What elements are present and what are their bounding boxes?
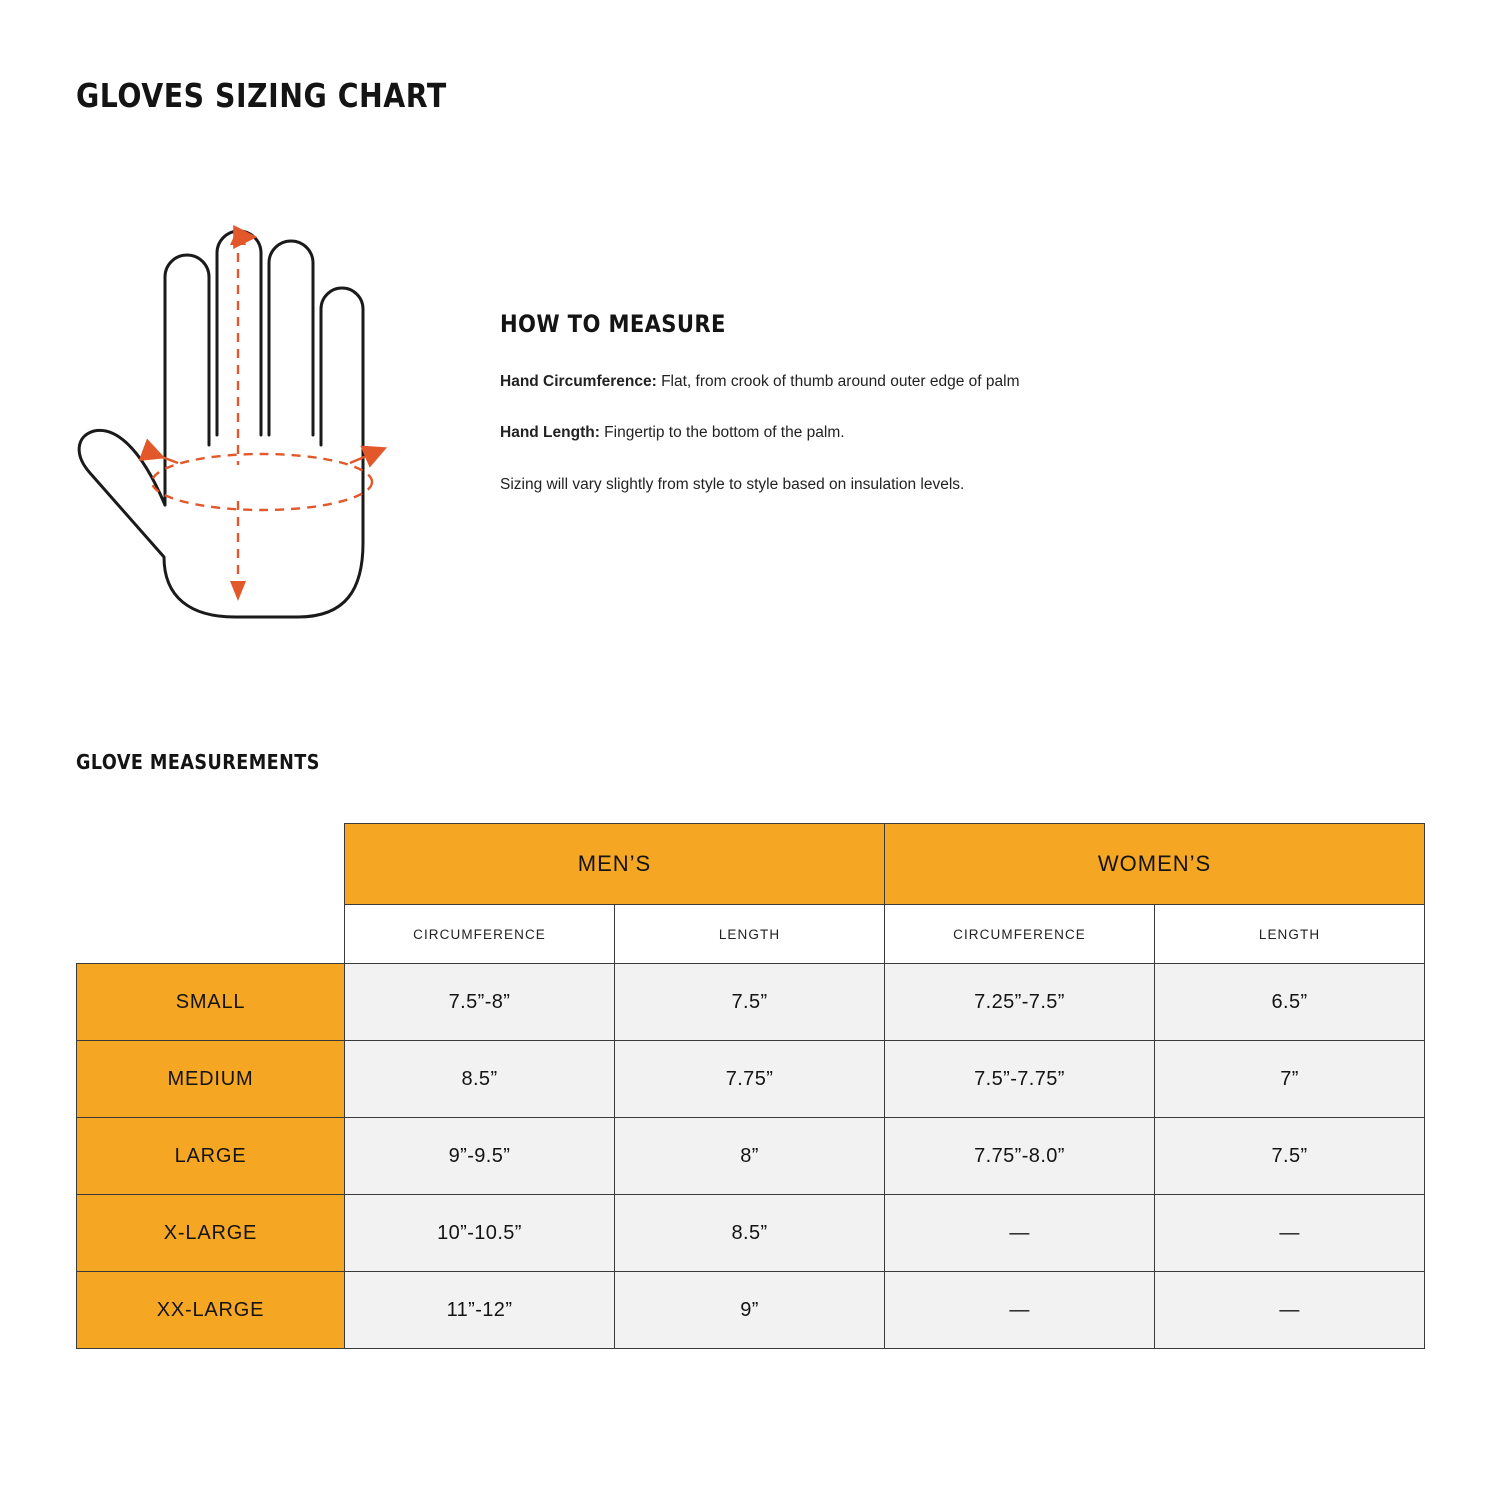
cell-large-womens-circumference: 7.75”-8.0”	[885, 1118, 1155, 1195]
row-label-xx-large: XX-LARGE	[77, 1272, 345, 1349]
table-row	[77, 1041, 1425, 1118]
cell-small-mens-length: 7.5”	[615, 964, 885, 1041]
subheader-womens-circumference: CIRCUMFERENCE	[885, 905, 1155, 964]
cell-medium-womens-circumference: 7.5”-7.75”	[885, 1041, 1155, 1118]
cell-large-mens-circumference: 9”-9.5”	[345, 1118, 615, 1195]
cell-x-large-womens-circumference: —	[885, 1195, 1155, 1272]
hand-measurement-diagram	[60, 205, 460, 625]
how-to-line-length-label: Hand Length:	[500, 424, 600, 442]
cell-x-large-womens-length: —	[1155, 1195, 1425, 1272]
table-row	[77, 1195, 1425, 1272]
subheader-mens-circumference: CIRCUMFERENCE	[345, 905, 615, 964]
table-group-header-row	[77, 824, 1425, 905]
table-row	[77, 1272, 1425, 1349]
table-subheader-row	[77, 905, 1425, 964]
cell-xx-large-mens-circumference: 11”-12”	[345, 1272, 615, 1349]
cell-large-womens-length: 7.5”	[1155, 1118, 1425, 1195]
how-to-line-length	[500, 421, 1150, 444]
cell-small-womens-circumference: 7.25”-7.5”	[885, 964, 1155, 1041]
glove-measurements-heading: GLOVE MEASUREMENTS	[76, 750, 320, 774]
how-to-line-note-text: Sizing will vary slightly from style to style based on insulation levels.	[500, 475, 965, 493]
cell-large-mens-length: 8”	[615, 1118, 885, 1195]
how-to-line-circumference-text: Flat, from crook of thumb around outer edge of palm	[656, 373, 1020, 390]
cell-x-large-mens-circumference: 10”-10.5”	[345, 1195, 615, 1272]
circumference-arrow	[152, 454, 372, 510]
group-header-womens: WOMEN’S	[885, 824, 1425, 905]
how-to-measure-heading: HOW TO MEASURE	[500, 310, 726, 338]
cell-xx-large-womens-circumference: —	[885, 1272, 1155, 1349]
cell-xx-large-womens-length: —	[1155, 1272, 1425, 1349]
table-row	[77, 1118, 1425, 1195]
row-label-small: SMALL	[77, 964, 345, 1041]
table-corner-cell-2	[77, 905, 345, 964]
cell-medium-mens-length: 7.75”	[615, 1041, 885, 1118]
how-to-line-length-text: Fingertip to the bottom of the palm.	[599, 424, 845, 442]
glove-measurements-table	[76, 823, 1425, 1349]
how-to-measure-block	[500, 310, 1150, 496]
cell-xx-large-mens-length: 9”	[615, 1272, 885, 1349]
how-to-line-note	[500, 473, 1150, 496]
row-label-large: LARGE	[77, 1118, 345, 1195]
cell-medium-womens-length: 7”	[1155, 1041, 1425, 1118]
cell-small-mens-circumference: 7.5”-8”	[345, 964, 615, 1041]
subheader-womens-length: LENGTH	[1155, 905, 1425, 964]
row-label-x-large: X-LARGE	[77, 1195, 345, 1272]
table-corner-cell	[77, 824, 345, 905]
hand-outline	[79, 231, 363, 617]
table-row	[77, 964, 1425, 1041]
page-title: GLOVES SIZING CHART	[76, 76, 447, 115]
glove-measurements-table-wrap	[76, 823, 1424, 1349]
subheader-mens-length: LENGTH	[615, 905, 885, 964]
cell-medium-mens-circumference: 8.5”	[345, 1041, 615, 1118]
group-header-mens: MEN’S	[345, 824, 885, 905]
how-to-line-circumference-label: Hand Circumference:	[500, 373, 657, 390]
cell-x-large-mens-length: 8.5”	[615, 1195, 885, 1272]
cell-small-womens-length: 6.5”	[1155, 964, 1425, 1041]
how-to-line-circumference	[500, 370, 1150, 393]
row-label-medium: MEDIUM	[77, 1041, 345, 1118]
